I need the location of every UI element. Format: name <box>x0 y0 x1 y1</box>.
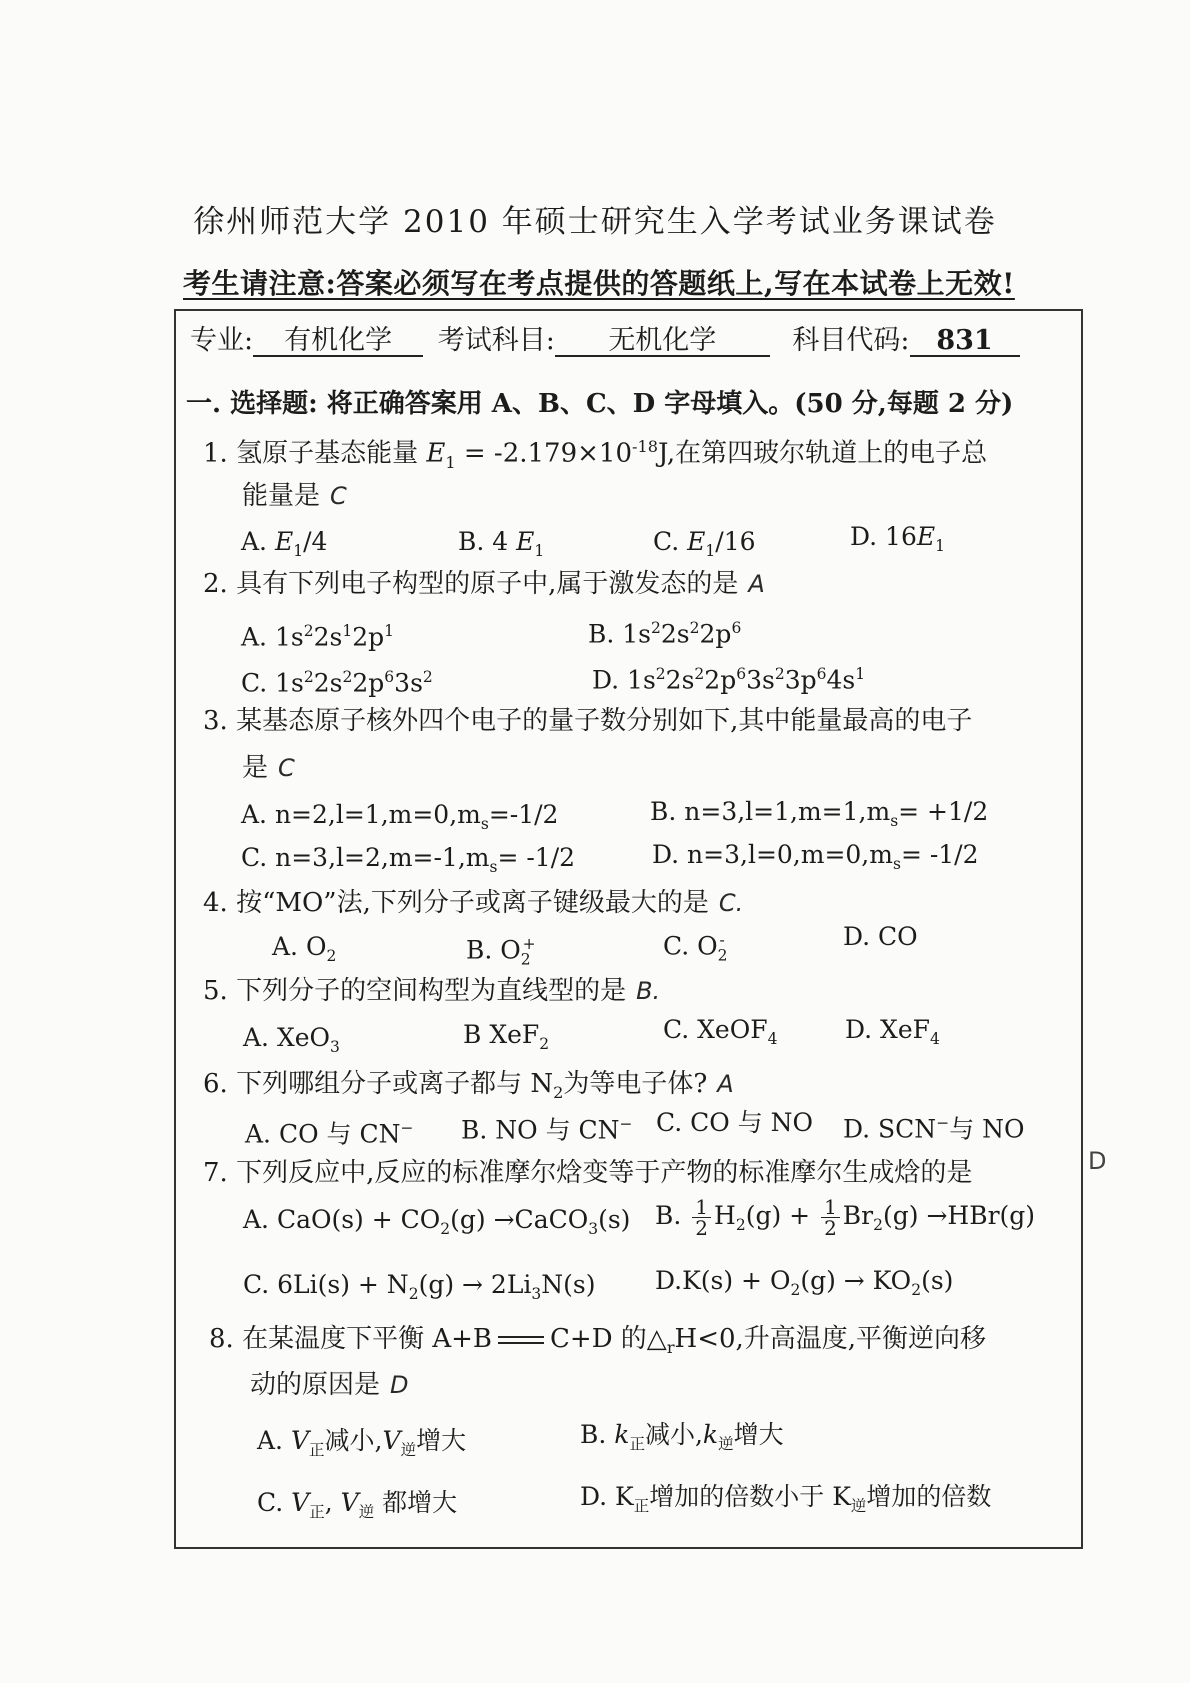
text: A. XeO <box>243 1023 331 1052</box>
text: 增大 <box>733 1420 784 1449</box>
superscript: -18 <box>632 437 658 456</box>
stem-text: = -2.179×10 <box>463 438 632 469</box>
q2-option-b: B. $1s^22s^22p^6$ <box>588 619 742 649</box>
stem-text: 下列反应中,反应的标准摩尔焓变等于产物的标准摩尔生成焓的是 <box>236 1158 973 1188</box>
subscript: 3 <box>588 1220 599 1238</box>
question-number: 4. <box>203 888 228 918</box>
question-6-stem <box>203 1069 734 1108</box>
subscript: 1 <box>935 537 945 555</box>
energy-symbol: E <box>516 527 535 556</box>
text: (g) → KO <box>800 1266 912 1295</box>
subscript: 2 <box>911 1281 922 1299</box>
text: C. n=3,l=2,m=-1,m <box>241 843 490 872</box>
denominator: 2 <box>824 1216 837 1240</box>
subscript: 4 <box>930 1030 940 1048</box>
superscript: − <box>936 1114 950 1132</box>
q8-option-a <box>257 1426 466 1465</box>
exam-title: 徐州师范大学 2010 年硕士研究生入学考试业务课试卷 <box>193 204 997 240</box>
q1-option-c <box>653 527 756 566</box>
text: /16 <box>715 527 756 556</box>
text: B. NO 与 CN <box>461 1115 620 1145</box>
superscript: + <box>522 935 536 953</box>
q2-option-a: A. $1s^22s^12p^1$ <box>241 622 394 652</box>
subscript: 2 <box>717 946 728 965</box>
text: = +1/2 <box>898 797 989 826</box>
stem-text: 为等电子体? <box>563 1069 708 1099</box>
q6-option-d <box>843 1108 1025 1144</box>
q7-option-d <box>655 1266 953 1305</box>
question-8-stem <box>209 1324 986 1363</box>
label: C. <box>653 527 680 556</box>
question-8-stem-cont <box>250 1370 409 1400</box>
subscript: 3 <box>330 1038 340 1056</box>
stem-text: 某基态原子核外四个电子的量子数分别如下,其中能量最高的电子 <box>236 706 973 736</box>
stem-text: 动的原因是 <box>250 1370 381 1400</box>
text: H <box>714 1201 736 1230</box>
equilibrium-arrow-icon <box>498 1333 544 1347</box>
stem-text: 下列哪组分子或离子都与 N <box>236 1069 554 1099</box>
denominator: 2 <box>695 1216 709 1240</box>
q1-option-b <box>458 527 544 566</box>
stem-text: 下列分子的空间构型为直线型的是 <box>236 976 627 1006</box>
q7-option-b <box>655 1197 1035 1240</box>
subscript: 2 <box>440 1220 451 1238</box>
text: D.K(s) + O <box>655 1266 791 1295</box>
q4-option-b <box>466 929 536 974</box>
subscript: 1 <box>705 542 716 560</box>
text: C. 6Li(s) + N <box>243 1270 409 1299</box>
subscript: s <box>489 858 498 876</box>
text: D. n=3,l=0,m=0,m <box>652 840 893 869</box>
subject-value: 无机化学 <box>555 327 770 357</box>
text: (s) <box>921 1266 954 1295</box>
text: B. O <box>466 935 521 965</box>
question-number: 2. <box>203 569 228 599</box>
text: (g) →CaCO <box>450 1205 589 1234</box>
stem-text: 按“MO”法,下列分子或离子键级最大的是 <box>236 888 709 918</box>
superscript: − <box>619 1115 633 1133</box>
subscript: s <box>892 855 901 873</box>
q8-option-b <box>580 1420 784 1459</box>
label: B. <box>655 1201 682 1230</box>
code-label: 科目代码: <box>792 325 910 356</box>
q7-option-c <box>243 1270 596 1309</box>
subscript: 2 <box>873 1216 883 1234</box>
rate-constant-symbol: k <box>614 1420 630 1449</box>
q5-option-b <box>463 1020 549 1059</box>
subscript: s <box>890 812 899 830</box>
label: B. 4 <box>458 527 509 556</box>
text: 增加的倍数小于 K <box>649 1482 851 1511</box>
subscript: 2 <box>735 1216 746 1234</box>
text: = -1/2 <box>497 843 576 872</box>
q3-option-c <box>241 843 575 882</box>
q5-option-c <box>663 1015 777 1054</box>
text: (s) <box>598 1205 631 1234</box>
subscript: 1 <box>293 542 304 560</box>
subscript: 正 <box>309 1441 325 1459</box>
question-1-stem-cont <box>242 481 347 511</box>
text: B. n=3,l=1,m=1,m <box>650 797 891 826</box>
text: 与 NO <box>949 1114 1025 1144</box>
question-2-stem <box>203 569 765 599</box>
label: C. <box>257 1488 284 1517</box>
handwritten-answer: D <box>1088 1147 1107 1175</box>
q1-option-d <box>850 522 945 561</box>
question-number: 6. <box>203 1069 228 1099</box>
exam-notice: 考生请注意:答案必须写在考点提供的答题纸上,写在本试卷上无效! <box>183 267 1015 300</box>
q2-option-c: C. $1s^22s^22p^63s^2$ <box>241 668 433 698</box>
superscript: - <box>719 931 725 949</box>
question-number: 8. <box>209 1324 234 1354</box>
rate-symbol: V <box>382 1426 401 1455</box>
energy-symbol: E <box>687 527 706 556</box>
question-number: 1. <box>203 438 228 469</box>
rate-symbol: V <box>340 1488 359 1517</box>
subscript: 2 <box>790 1281 801 1299</box>
label: B. <box>580 1420 607 1449</box>
stem-text: H<0,升高温度,平衡逆向移 <box>674 1324 987 1354</box>
superscript: − <box>400 1119 414 1137</box>
text: Br <box>842 1201 874 1230</box>
text: A. CaO(s) + CO <box>243 1205 441 1234</box>
text: A. O <box>272 932 327 961</box>
q3-option-a <box>241 800 558 839</box>
stem-text: 在某温度下平衡 A+B <box>242 1324 493 1354</box>
handwritten-answer: C <box>330 482 347 510</box>
text: D. CO <box>843 922 918 951</box>
question-3-stem <box>203 706 972 736</box>
text: (g) → 2Li <box>418 1270 532 1299</box>
subscript: 逆 <box>850 1497 867 1515</box>
question-5-stem <box>203 976 660 1006</box>
handwritten-answer: C. <box>718 889 744 917</box>
question-number: 7. <box>203 1158 228 1188</box>
q5-option-d <box>845 1015 940 1054</box>
subscript: 逆 <box>400 1441 417 1459</box>
q4-option-a <box>272 932 336 971</box>
text: , <box>324 1488 333 1517</box>
q4-option-c <box>663 925 728 970</box>
q3-option-d <box>652 840 979 879</box>
text: = -1/2 <box>900 840 979 869</box>
text: A. CO 与 CN <box>245 1119 401 1149</box>
subscript: r <box>666 1338 675 1358</box>
numerator: 1 <box>821 1197 840 1218</box>
energy-symbol: E <box>274 527 294 556</box>
major-label: 专业: <box>190 325 254 356</box>
q5-option-a <box>243 1023 340 1062</box>
subscript: 正 <box>309 1503 325 1521</box>
stem-text: J,在第四玻尔轨道上的电子总 <box>657 438 988 469</box>
subscript: s <box>480 815 489 833</box>
text: C. O <box>663 931 718 961</box>
text: B XeF <box>463 1020 540 1049</box>
subscript: 2 <box>408 1285 419 1303</box>
stem-text: 氢原子基态能量 <box>236 438 419 469</box>
subscript: 2 <box>520 950 531 969</box>
rate-constant-symbol: k <box>702 1420 719 1449</box>
numerator: 1 <box>692 1197 711 1218</box>
text: 减小, <box>324 1426 383 1455</box>
subscript: 1 <box>534 542 545 560</box>
handwritten-answer: A <box>748 570 765 598</box>
label: A. <box>257 1426 284 1455</box>
fraction-half <box>821 1197 840 1238</box>
section-heading: 一. 选择题: 将正确答案用 A、B、C、D 字母填入。(50 分,每题 2 分) <box>186 389 1014 419</box>
subscript: 逆 <box>358 1503 375 1521</box>
stem-text: 是 <box>242 753 269 783</box>
code-value: 831 <box>910 327 1020 357</box>
stem-text: C+D 的△ <box>550 1324 667 1354</box>
q1-option-a <box>241 527 327 566</box>
question-1-stem <box>203 432 987 478</box>
q7-option-a <box>243 1205 630 1244</box>
q6-option-c <box>656 1108 813 1138</box>
subscript: 4 <box>767 1030 778 1048</box>
energy-symbol: E <box>916 522 936 551</box>
handwritten-answer: D <box>390 1371 409 1399</box>
fraction-half <box>692 1197 711 1238</box>
subscript: 正 <box>633 1497 650 1515</box>
stem-text: 能量是 <box>242 481 321 511</box>
subscript: 正 <box>629 1435 645 1453</box>
question-number: 5. <box>203 976 228 1006</box>
text: 增大 <box>416 1426 467 1455</box>
q2-option-d: D. $1s^22s^22p^63s^23p^64s^1$ <box>592 665 866 695</box>
subscript: 1 <box>445 452 456 472</box>
info-line <box>190 326 1020 357</box>
energy-symbol: E <box>426 438 446 469</box>
subscript: 逆 <box>718 1435 734 1453</box>
text: D. SCN <box>843 1114 937 1144</box>
q4-option-d <box>843 922 918 952</box>
text: D. K <box>580 1482 634 1511</box>
rate-symbol: V <box>290 1426 310 1455</box>
text: N(s) <box>541 1270 596 1299</box>
subscript: 2 <box>326 947 337 965</box>
text: C. CO 与 NO <box>656 1108 814 1137</box>
q6-option-a <box>245 1113 413 1149</box>
q8-option-d <box>580 1482 991 1521</box>
handwritten-answer: C <box>278 754 295 782</box>
text: A. n=2,l=1,m=0,m <box>241 800 481 829</box>
major-value: 有机化学 <box>253 327 423 357</box>
subscript: 3 <box>531 1285 542 1303</box>
handwritten-answer: A <box>717 1070 734 1098</box>
text: 减小, <box>644 1420 703 1449</box>
text: (g) + <box>745 1201 811 1230</box>
q8-option-c <box>257 1488 457 1527</box>
text: D. XeF <box>845 1015 930 1044</box>
question-number: 3. <box>203 706 228 736</box>
text: 增加的倍数 <box>866 1482 992 1511</box>
text: /4 <box>303 527 328 556</box>
question-7-stem <box>203 1158 972 1188</box>
q6-option-b <box>461 1109 633 1145</box>
q3-option-b <box>650 797 988 836</box>
text: (g) →HBr(g) <box>883 1201 1036 1230</box>
subscript: 2 <box>539 1035 550 1053</box>
text: 都增大 <box>382 1488 458 1517</box>
subscript: 2 <box>553 1083 564 1103</box>
label: D. 16 <box>850 522 917 551</box>
handwritten-answer: B. <box>636 977 661 1005</box>
stem-text: 具有下列电子构型的原子中,属于激发态的是 <box>236 569 739 599</box>
rate-symbol: V <box>291 1488 310 1517</box>
text: =-1/2 <box>488 800 559 829</box>
label: A. <box>241 527 268 556</box>
subject-label: 考试科目: <box>437 325 555 356</box>
question-4-stem <box>203 888 743 918</box>
text: C. XeOF <box>663 1015 768 1044</box>
question-3-stem-cont <box>242 753 295 783</box>
